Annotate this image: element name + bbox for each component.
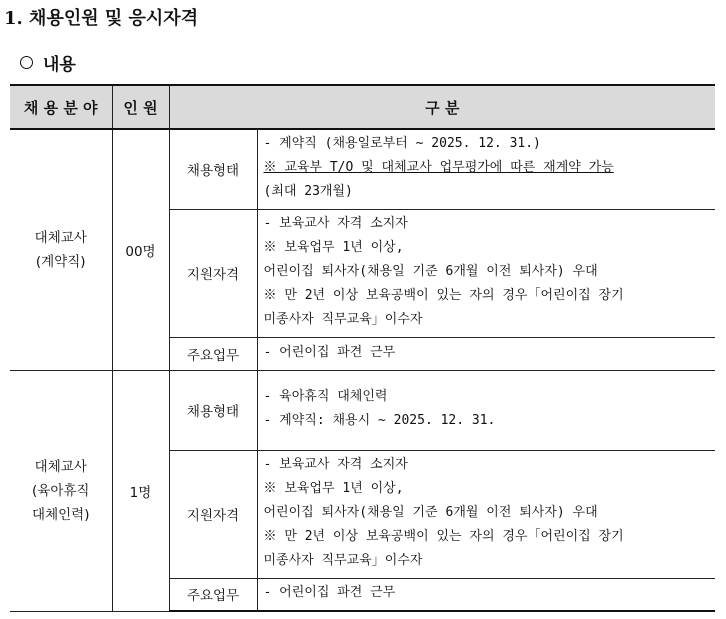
content-line: - 계약직: 채용시 ~ 2025. 12. 31. [263, 413, 496, 428]
content-line: ※ 만 2년 이상 보육공백이 있는 자의 경우「어린이집 장기 [263, 288, 624, 303]
content-line: 미종사자 직무교육」이수자 [263, 553, 423, 568]
row-label: 주요업무 [169, 578, 257, 611]
content-line: ※ 보육업무 1년 이상, [263, 240, 404, 255]
row-content [257, 370, 715, 450]
field-line: (육아휴직 [32, 482, 90, 499]
header-count: 인 원 [112, 85, 169, 129]
table-row [10, 129, 715, 209]
content-line: 어린이집 퇴사자(채용일 기준 6개월 이전 퇴사자) 우대 [263, 505, 598, 520]
subsection-title [20, 50, 76, 75]
content-line: 미종사자 직무교육」이수자 [263, 312, 423, 327]
content-line: - 보육교사 자격 소지자 [263, 216, 408, 231]
table-header-row [10, 85, 715, 129]
count-cell: 1명 [112, 370, 169, 611]
content-line: (최대 23개월) [263, 184, 353, 200]
content-line: 어린이집 퇴사자(채용일 기준 6개월 이전 퇴사자) 우대 [263, 264, 598, 279]
row-content [257, 578, 715, 611]
content-line: - 어린이집 파견 근무 [263, 344, 396, 360]
header-category: 구 분 [169, 85, 715, 129]
section-title: 1. 채용인원 및 응시자격 [4, 8, 199, 29]
row-label: 채용형태 [169, 129, 257, 209]
field-line: 대체인력) [32, 506, 90, 523]
subsection-label: 내용 [43, 55, 76, 75]
header-field: 채 용 분 야 [10, 85, 112, 129]
field-line: (계약직) [35, 253, 86, 270]
row-label: 지원자격 [169, 450, 257, 578]
row-label: 채용형태 [169, 370, 257, 450]
row-content [257, 337, 715, 370]
field-line: 대체교사 [34, 458, 87, 475]
field-cell [10, 129, 112, 370]
table-row [10, 370, 715, 450]
count-cell: 00명 [112, 129, 169, 370]
content-line: - 계약직 (채용일로부터 ~ 2025. 12. 31.) [263, 136, 541, 152]
content-line: ※ 교육부 T/O 및 대체교사 업무평가에 따른 재계약 가능 [263, 160, 614, 176]
field-cell [10, 370, 112, 611]
circle-bullet-icon [20, 56, 33, 69]
row-content [257, 450, 715, 578]
content-line: ※ 보육업무 1년 이상, [263, 481, 404, 496]
row-content [257, 209, 715, 337]
content-line: - 육아휴직 대체인력 [263, 389, 388, 404]
content-line: - 보육교사 자격 소지자 [263, 457, 408, 472]
content-line: ※ 만 2년 이상 보육공백이 있는 자의 경우「어린이집 장기 [263, 529, 624, 544]
content-line: - 어린이집 파견 근무 [263, 585, 396, 601]
field-line: 대체교사 [34, 229, 87, 246]
row-label: 주요업무 [169, 337, 257, 370]
recruitment-table [10, 84, 715, 612]
row-label: 지원자격 [169, 209, 257, 337]
row-content [257, 129, 715, 209]
